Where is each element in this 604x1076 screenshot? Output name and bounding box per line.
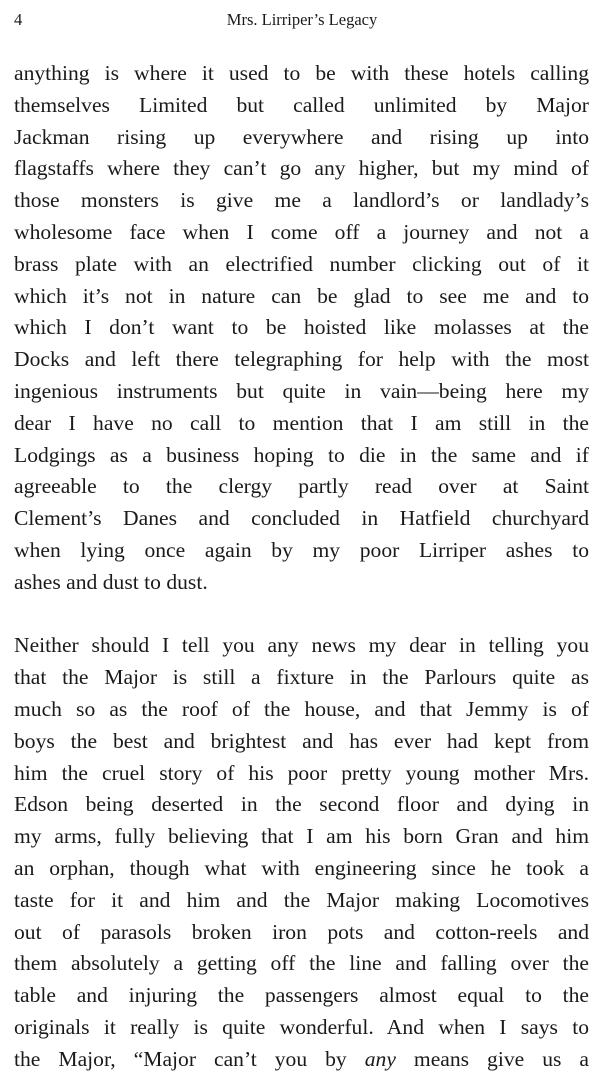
page-number: 4 (14, 10, 23, 29)
text-run: means give us a (395, 1046, 589, 1071)
emphasized-word: any (364, 1046, 396, 1071)
text-line: themselves Limited but called unlimited by Major (14, 92, 589, 117)
text-line: brass plate with an electrified number clicking out of it (14, 251, 589, 276)
text-line: wholesome face when I come off a journey and not a (14, 219, 589, 244)
text-line: originals it really is quite wonderful. And when I says to (14, 1014, 589, 1039)
text-line: Neither should I tell you any news my dear in telling you (14, 633, 589, 658)
text-line: that the Major is still a fixture in the Parlours quite as (14, 665, 589, 690)
text-line: which I don’t want to be hoisted like molasses at the (14, 315, 589, 340)
paragraph-2 (14, 630, 589, 1075)
text-line: agreeable to the clergy partly read over at Saint (14, 474, 589, 499)
text-line: Lodgings as a business hoping to die in the same and if (14, 442, 589, 467)
text-line: him the cruel story of his poor pretty young mother Mrs. (14, 760, 589, 785)
text-line: anything is where it used to be with these hotels calling (14, 61, 589, 85)
text-line: which it’s not in nature can be glad to see me and to (14, 283, 589, 308)
text-line: much so as the roof of the house, and that Jemmy is of (14, 696, 589, 721)
body-text (14, 58, 589, 1076)
text-line: flagstaffs where they can’t go any higher, but my mind of (14, 156, 589, 181)
text-line: my arms, fully believing that I am his born Gran and him (14, 824, 589, 849)
running-title: Mrs. Lirriper’s Legacy (226, 10, 378, 29)
text-line: table and injuring the passengers almost equal to the (14, 983, 589, 1008)
text-line: dear I have no call to mention that I am still in the (14, 410, 589, 435)
text-line: boys the best and brightest and has ever had kept from (14, 728, 589, 753)
text-line (14, 1044, 589, 1076)
paragraph-1 (14, 58, 589, 599)
text-line: them absolutely a getting off the line and falling over the (14, 951, 589, 976)
text-line: Clement’s Danes and concluded in Hatfield churchyard (14, 506, 589, 531)
text-line: out of parasols broken iron pots and cotton-reels and (14, 919, 589, 944)
text-run: the Major, “Major can’t you by (14, 1046, 365, 1071)
text-line: Jackman rising up everywhere and rising up into (14, 124, 589, 149)
text-line: Docks and left there telegraphing for help with the most (14, 347, 589, 372)
text-line: an orphan, though what with engineering since he took a (14, 855, 589, 880)
text-line: those monsters is give me a landlord’s or landlady’s (14, 188, 589, 213)
text-line: taste for it and him and the Major making Locomotives (14, 887, 589, 912)
text-line: Edson being deserted in the second floor and dying in (14, 792, 589, 817)
page-header (14, 8, 590, 32)
text-line: when lying once again by my poor Lirriper ashes to (14, 537, 589, 562)
text-line: ingenious instruments but quite in vain—being here my (14, 378, 589, 403)
text-line: ashes and dust to dust. (14, 569, 208, 594)
